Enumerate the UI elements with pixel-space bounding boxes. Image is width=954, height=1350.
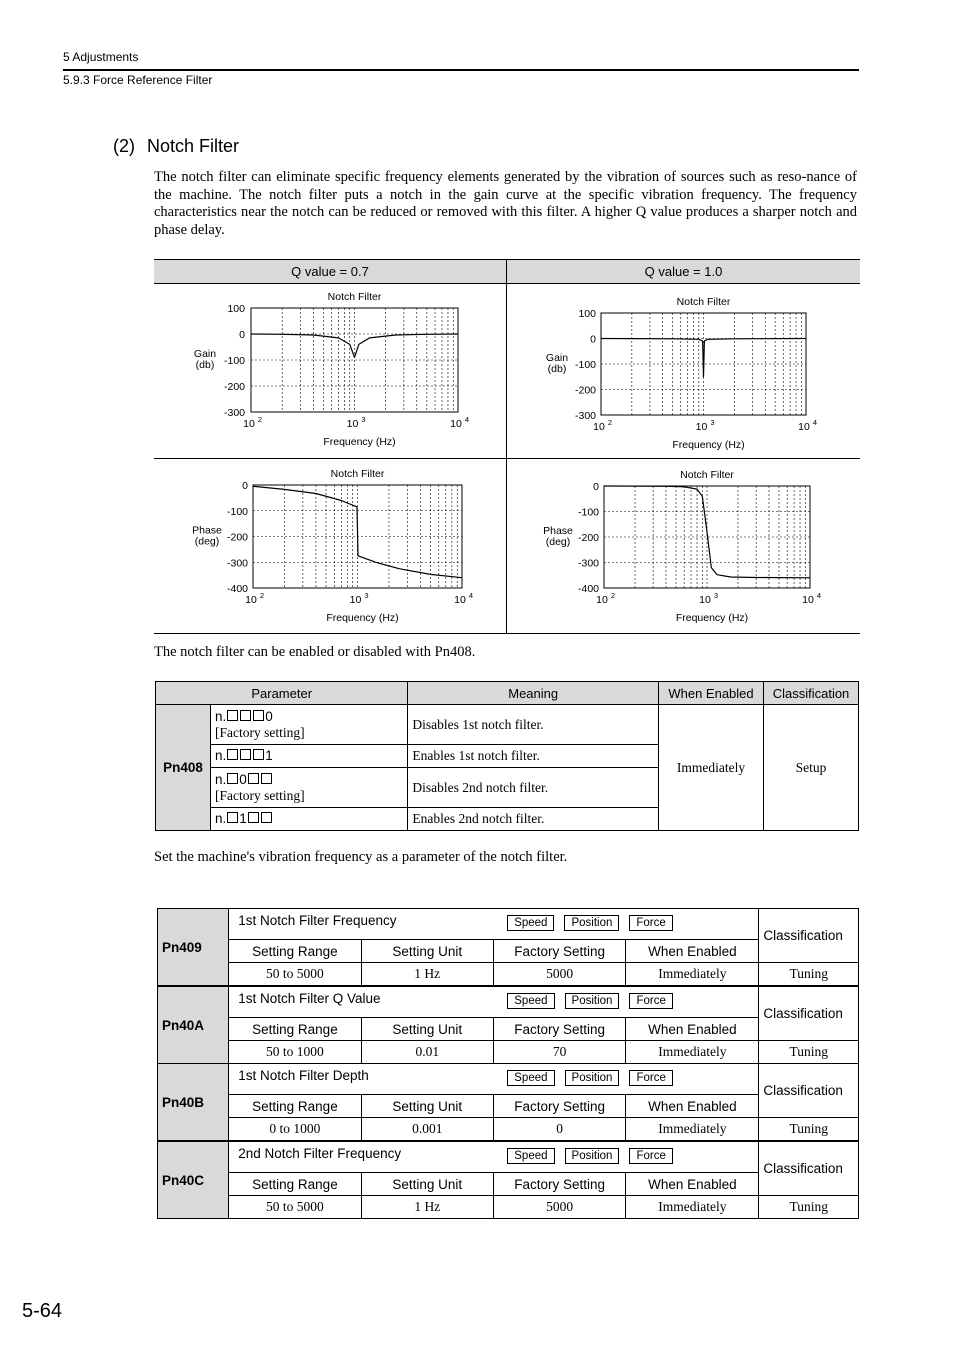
pn408-code-3: n. 1 <box>211 808 408 831</box>
setting-unit-header: Setting Unit <box>361 1095 493 1118</box>
x-tick-label: 10 <box>245 594 257 606</box>
x-tick-exponent: 2 <box>259 591 265 600</box>
x-tick-label: 10 <box>596 594 608 606</box>
chart-title: Notch Filter <box>680 469 734 481</box>
gain-chart-q10-cell <box>507 284 861 459</box>
when-enabled-header: When Enabled <box>626 1018 759 1041</box>
param-block-pn40b <box>157 1063 859 1141</box>
y-tick-label: 100 <box>227 303 245 315</box>
when-enabled-header: When Enabled <box>659 682 764 705</box>
y-axis-label: Gain <box>545 352 569 364</box>
param-block-pn40c <box>157 1141 859 1219</box>
setting-unit-value: 1 Hz <box>361 1196 493 1219</box>
setting-range-header: Setting Range <box>229 1018 361 1041</box>
classification-label: Classification <box>759 1064 859 1118</box>
x-tick-exponent: 4 <box>464 415 470 424</box>
x-tick-label: 10 <box>798 421 810 433</box>
y-axis-label: Gain <box>193 348 217 360</box>
series-line <box>253 486 462 577</box>
y-tick-label: -200 <box>223 381 245 393</box>
x-axis-label: Frequency (Hz) <box>675 612 749 624</box>
plot-frame <box>604 486 810 588</box>
pn408-note: The notch filter can be enabled or disabled with Pn408. <box>154 644 476 660</box>
classification-value: Tuning <box>759 1118 859 1141</box>
setting-unit-header: Setting Unit <box>361 1173 493 1196</box>
y-tick-label: -300 <box>577 557 599 570</box>
y-tick-label: -400 <box>577 583 599 595</box>
position-tag: Position <box>565 1070 620 1086</box>
y-axis-label: Phase <box>192 524 222 537</box>
intro-paragraph: The notch filter can eliminate specific frequency elements generated by the vibration of sources such as reso-nance of the machine. The notch filter puts a notch in the gain curve at the specific vibration frequency. The frequency characteristics near the notch can be reduced or removed with this filter. A higher Q value produces a sharper notch and phase delay. <box>154 169 857 238</box>
x-tick-label: 10 <box>346 418 359 430</box>
x-tick-exponent: 2 <box>257 415 263 424</box>
setting-unit-header: Setting Unit <box>361 1018 493 1041</box>
setting-range-value: 50 to 1000 <box>229 1041 361 1064</box>
x-tick-exponent: 3 <box>710 418 715 427</box>
classification-label: Classification <box>759 1142 859 1196</box>
y-tick-label: -200 <box>574 384 596 397</box>
when-enabled-header: When Enabled <box>626 1173 759 1196</box>
pn408-code-2: n. 0 [Factory setting] <box>211 768 408 808</box>
y-axis-unit: (db) <box>195 359 215 371</box>
x-axis-label: Frequency (Hz) <box>672 439 745 451</box>
param-header: Parameter <box>156 682 408 705</box>
factory-setting-header: Factory Setting <box>493 1018 625 1041</box>
param-name: 1st Notch Filter Frequency <box>238 913 397 928</box>
speed-tag: Speed <box>507 993 554 1009</box>
pn408-code-1: n. 1 <box>211 745 408 768</box>
factory-setting-header: Factory Setting <box>493 1173 625 1196</box>
when-enabled-value: Immediately <box>626 1118 759 1141</box>
y-tick-label: -100 <box>577 506 599 519</box>
setting-unit-value: 1 Hz <box>361 963 493 986</box>
y-axis-unit: (db) <box>547 363 567 375</box>
when-enabled-value: Immediately <box>626 1196 759 1219</box>
pn408-meaning-1: Enables 1st notch filter. <box>408 745 659 768</box>
set-frequency-note: Set the machine's vibration frequency as a parameter of the notch filter. <box>154 849 568 865</box>
param-id: Pn40A <box>158 987 229 1064</box>
param-name-cell <box>229 909 759 940</box>
pn408-meaning-0: Disables 1st notch filter. <box>408 705 659 745</box>
classification-value: Tuning <box>759 1196 859 1219</box>
q10-header: Q value = 1.0 <box>507 260 861 284</box>
force-tag: Force <box>629 993 672 1009</box>
x-tick-exponent: 2 <box>607 418 613 427</box>
position-tag: Position <box>565 993 620 1009</box>
x-axis-label: Frequency (Hz) <box>323 436 396 448</box>
setting-unit-value: 0.001 <box>361 1118 493 1141</box>
phase-chart-q07 <box>154 459 506 633</box>
classification-value: Tuning <box>759 963 859 986</box>
chart-title: Notch Filter <box>330 468 385 480</box>
param-name-cell <box>229 1142 759 1173</box>
param-id: Pn40B <box>158 1064 229 1141</box>
when-enabled-value: Immediately <box>626 963 759 986</box>
force-tag: Force <box>629 1148 672 1164</box>
header-rule <box>63 69 859 71</box>
pn408-meaning-2: Disables 2nd notch filter. <box>408 768 659 808</box>
x-axis-label: Frequency (Hz) <box>326 612 399 624</box>
x-tick-exponent: 4 <box>468 591 474 600</box>
phase-chart-q07-cell <box>154 459 507 634</box>
page-number: 5-64 <box>22 1300 63 1322</box>
section-header: 5.9.3 Force Reference Filter <box>63 73 213 87</box>
q07-header: Q value = 0.7 <box>154 260 507 284</box>
x-tick-label: 10 <box>243 418 255 430</box>
x-tick-label: 10 <box>349 594 362 606</box>
y-tick-label: -100 <box>226 505 248 518</box>
factory-setting-value: 5000 <box>493 1196 625 1219</box>
when-enabled-header: When Enabled <box>626 940 759 963</box>
pn408-meaning-3: Enables 2nd notch filter. <box>408 808 659 831</box>
pn408-table <box>155 681 859 831</box>
x-tick-exponent: 3 <box>364 591 369 600</box>
section-number: (2) <box>113 136 135 156</box>
param-name-cell <box>229 1064 759 1095</box>
force-tag: Force <box>629 1070 672 1086</box>
pn408-code-0: n. 0 [Factory setting] <box>211 705 408 745</box>
factory-setting-value: 5000 <box>493 963 625 986</box>
y-tick-label: -300 <box>574 410 596 422</box>
y-tick-label: 0 <box>590 333 596 346</box>
position-tag: Position <box>565 1148 620 1164</box>
y-tick-label: -100 <box>574 359 596 371</box>
section-title-text: Notch Filter <box>147 136 240 156</box>
setting-range-header: Setting Range <box>229 1095 361 1118</box>
x-tick-exponent: 3 <box>361 415 366 424</box>
factory-setting-header: Factory Setting <box>493 1095 625 1118</box>
y-tick-label: 0 <box>239 329 245 341</box>
y-tick-label: -400 <box>226 583 248 595</box>
pn408-cell: Pn408 <box>156 705 211 831</box>
chapter-header: 5 Adjustments <box>63 50 139 64</box>
classification-label: Classification <box>759 909 859 963</box>
factory-setting-value: 70 <box>493 1041 625 1064</box>
y-tick-label: 100 <box>578 308 596 320</box>
y-axis-unit: (deg) <box>545 536 571 548</box>
gain-chart-q07 <box>154 284 506 458</box>
setting-range-value: 50 to 5000 <box>229 963 361 986</box>
meaning-header: Meaning <box>408 682 659 705</box>
y-tick-label: -300 <box>226 557 248 570</box>
classification-label: Classification <box>759 987 859 1041</box>
y-tick-label: 0 <box>593 481 599 493</box>
y-tick-label: 0 <box>242 480 248 492</box>
when-enabled-value: Immediately <box>626 1041 759 1064</box>
phase-chart-q10-cell <box>507 459 861 634</box>
y-axis-label: Phase <box>543 525 573 537</box>
section-title <box>113 136 239 157</box>
x-tick-label: 10 <box>454 594 466 606</box>
speed-tag: Speed <box>507 1148 554 1164</box>
param-name: 1st Notch Filter Q Value <box>238 991 381 1006</box>
factory-setting-value: 0 <box>493 1118 625 1141</box>
x-tick-label: 10 <box>695 421 708 433</box>
phase-chart-q10 <box>507 459 859 633</box>
x-tick-label: 10 <box>593 421 605 433</box>
x-tick-exponent: 4 <box>812 418 818 427</box>
param-name: 2nd Notch Filter Frequency <box>238 1146 402 1161</box>
x-tick-exponent: 3 <box>713 591 719 600</box>
param-name-cell <box>229 987 759 1018</box>
factory-setting-header: Factory Setting <box>493 940 625 963</box>
gain-chart-q10 <box>507 284 859 458</box>
x-tick-exponent: 4 <box>816 591 822 600</box>
when-enabled-header: When Enabled <box>626 1095 759 1118</box>
x-tick-exponent: 2 <box>610 591 616 600</box>
speed-tag: Speed <box>507 1070 554 1086</box>
y-tick-label: -100 <box>223 355 245 367</box>
force-tag: Force <box>629 915 672 931</box>
chart-title: Notch Filter <box>327 291 382 303</box>
speed-tag: Speed <box>507 915 554 931</box>
param-name: 1st Notch Filter Depth <box>238 1068 369 1083</box>
setting-range-header: Setting Range <box>229 1173 361 1196</box>
classification-value: Tuning <box>759 1041 859 1064</box>
chart-title: Notch Filter <box>676 296 731 308</box>
param-block-pn40a <box>157 986 859 1064</box>
y-tick-label: -300 <box>223 407 245 419</box>
pn408-classification: Setup <box>764 705 859 831</box>
setting-unit-header: Setting Unit <box>361 940 493 963</box>
position-tag: Position <box>564 915 619 931</box>
x-tick-label: 10 <box>802 594 814 606</box>
x-tick-label: 10 <box>450 418 462 430</box>
param-block-pn409 <box>157 908 859 986</box>
setting-unit-value: 0.01 <box>361 1041 493 1064</box>
setting-range-header: Setting Range <box>229 940 361 963</box>
pn408-when-enabled: Immediately <box>659 705 764 831</box>
y-axis-unit: (deg) <box>194 535 220 548</box>
param-id: Pn409 <box>158 909 229 986</box>
classification-header: Classification <box>764 682 859 705</box>
y-tick-label: -200 <box>226 531 248 544</box>
y-tick-label: -200 <box>577 532 599 544</box>
x-tick-label: 10 <box>699 594 711 606</box>
param-id: Pn40C <box>158 1142 229 1219</box>
gain-chart-q07-cell <box>154 284 507 459</box>
setting-range-value: 0 to 1000 <box>229 1118 361 1141</box>
setting-range-value: 50 to 5000 <box>229 1196 361 1219</box>
notch-filter-graph-table <box>154 259 860 634</box>
